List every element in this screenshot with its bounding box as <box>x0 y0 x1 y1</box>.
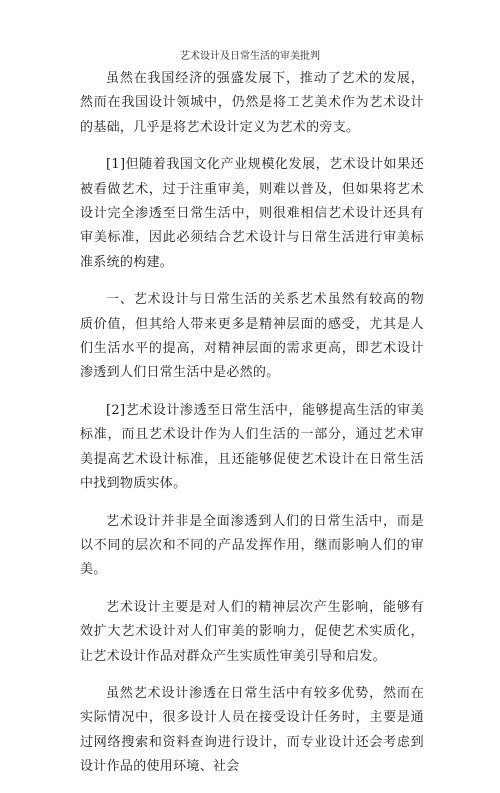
paragraph-3: 一、艺术设计与日常生活的关系艺术虽然有较高的物质价值，但其给人带来更多是精神层面的感受，尤其是人们生活水平的提高，对精神层面的需求更高，即艺术设计渗透到人们日常生活中是必然的。 <box>80 292 424 381</box>
paragraph-1: 虽然在我国经济的强盛发展下，推动了艺术的发展，然而在我国设计领城中，仍然是将工艺美术作为艺术设计的基础，几乎是将艺术设计定义为艺术的旁支。 <box>80 71 424 135</box>
paragraph-5: 艺术设计并非是全面渗透到人们的日常生活中，而是以不同的层次和不同的产品发挥作用，继而影响人们的审美。 <box>80 513 424 578</box>
paragraph-6: 艺术设计主要是对人们的精神层次产生影响，能够有效扩大艺术设计对人们审美的影响力，促使艺术实质化，让艺术设计作品对群众产生实质性审美引导和启发。 <box>80 599 424 664</box>
paragraph-4: [2]艺术设计渗透至日常生活中，能够提高生活的审美标准，而且艺术设计作为人们生活的一部分，通过艺术审美提高艺术设计标准，且还能够促使艺术设计在日常生活中找到物质实体。 <box>80 402 424 492</box>
document-title: 艺术设计及日常生活的审美批判 <box>180 51 320 62</box>
paragraph-2: [1]但随着我国文化产业规模化发展，艺术设计如果还被看做艺术，过于注重审美，则难以普及，但如果将艺术设计完全渗透至日常生活中，则很难相信艺术设计还具有审美标准，因此必须结合艺术设计与日常生活进行审美标准系统的构建。 <box>80 157 424 270</box>
paragraph-7: 虽然艺术设计渗透在日常生活中有较多优势，然而在实际情况中，很多设计人员在接受设计任务时，主要是通过网络搜索和资料查询进行设计，而专业设计还会考虑到设计作品的使用环境、社会 <box>80 685 424 775</box>
document-body <box>80 67 424 793</box>
